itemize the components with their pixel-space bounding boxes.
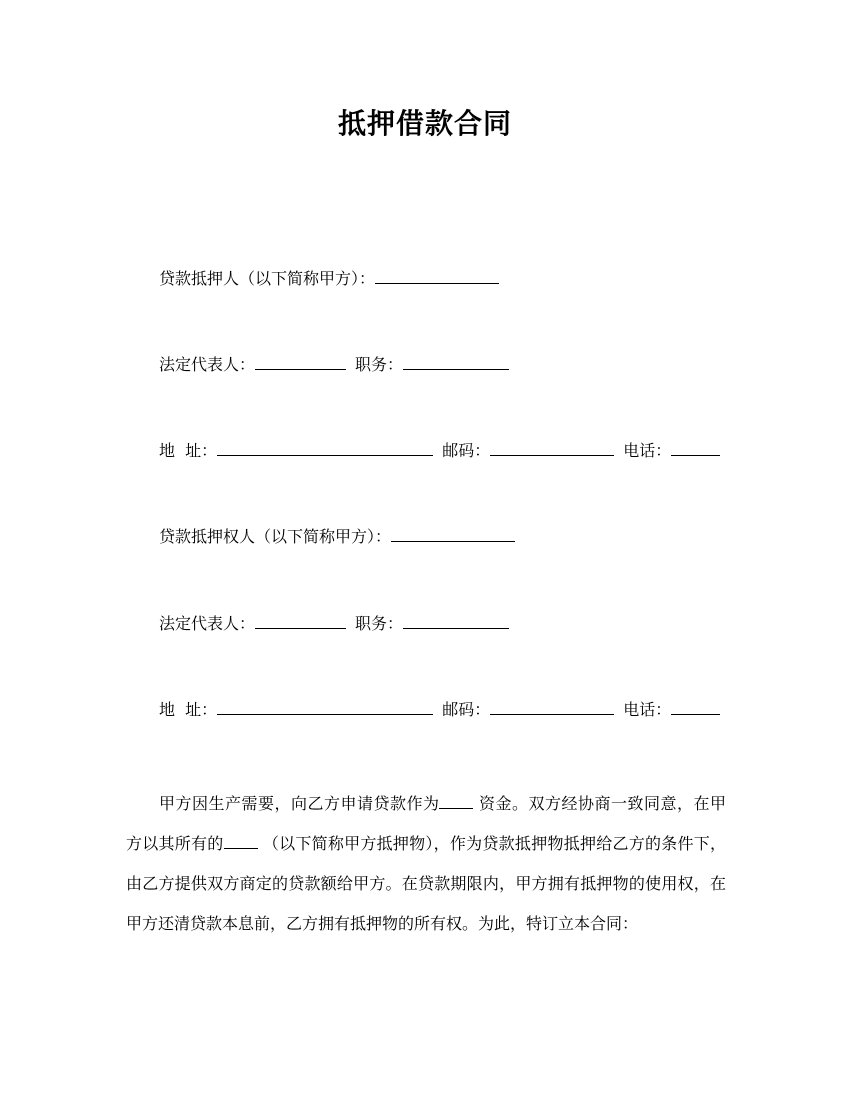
address-blank-1[interactable] bbox=[217, 438, 433, 456]
phone-label-1: 电话： bbox=[623, 441, 672, 460]
preamble-text-1: 甲方因生产需要，向乙方申请贷款作为 bbox=[159, 794, 440, 813]
address-line-1 bbox=[159, 438, 720, 463]
document-title: 抵押借款合同 bbox=[337, 107, 512, 140]
address-label-1: 地 址： bbox=[159, 441, 218, 460]
phone-blank-1[interactable] bbox=[671, 438, 720, 456]
mortgagor-line bbox=[159, 266, 499, 291]
address-blank-2[interactable] bbox=[217, 697, 433, 715]
postcode-blank-2[interactable] bbox=[490, 697, 614, 715]
mortgagee-blank[interactable] bbox=[391, 524, 515, 542]
postcode-label-2: 邮码： bbox=[442, 700, 491, 719]
legal-rep-blank-1[interactable] bbox=[255, 352, 346, 370]
postcode-blank-1[interactable] bbox=[490, 438, 614, 456]
phone-blank-2[interactable] bbox=[671, 697, 720, 715]
position-label-2: 职务： bbox=[355, 614, 404, 633]
preamble-text-2: 资金。双方经协商一致同意，在甲方以其所有的 bbox=[126, 794, 726, 853]
collateral-blank[interactable] bbox=[224, 831, 258, 849]
phone-label-2: 电话： bbox=[623, 700, 672, 719]
postcode-label-1: 邮码： bbox=[442, 441, 491, 460]
position-blank-2[interactable] bbox=[403, 611, 509, 629]
address-label-2: 地 址： bbox=[159, 700, 218, 719]
mortgagee-label: 贷款抵押权人（以下简称甲方）： bbox=[159, 527, 392, 546]
mortgagor-label: 贷款抵押人（以下简称甲方）： bbox=[159, 269, 376, 288]
legal-rep-label-2: 法定代表人： bbox=[159, 614, 256, 633]
preamble-text-3: （以下简称甲方抵押物），作为贷款抵押物抵押给乙方的条件下，由乙方提供双方商定的贷款额给甲方。在贷款期限内，甲方拥有抵押物的使用权，在甲方还清贷款本息前，乙方拥有抵押物的所有权。为此，特订立本合同： bbox=[126, 834, 726, 933]
position-blank-1[interactable] bbox=[403, 352, 509, 370]
legal-rep-blank-2[interactable] bbox=[255, 611, 346, 629]
legal-rep-line-1 bbox=[159, 352, 509, 377]
mortgagor-blank[interactable] bbox=[375, 266, 499, 284]
position-label-1: 职务： bbox=[355, 355, 404, 374]
legal-rep-line-2 bbox=[159, 611, 509, 636]
purpose-blank[interactable] bbox=[439, 791, 473, 809]
mortgagee-line bbox=[159, 524, 515, 549]
address-line-2 bbox=[159, 697, 720, 722]
legal-rep-label-1: 法定代表人： bbox=[159, 355, 256, 374]
contract-preamble-paragraph bbox=[126, 784, 726, 944]
